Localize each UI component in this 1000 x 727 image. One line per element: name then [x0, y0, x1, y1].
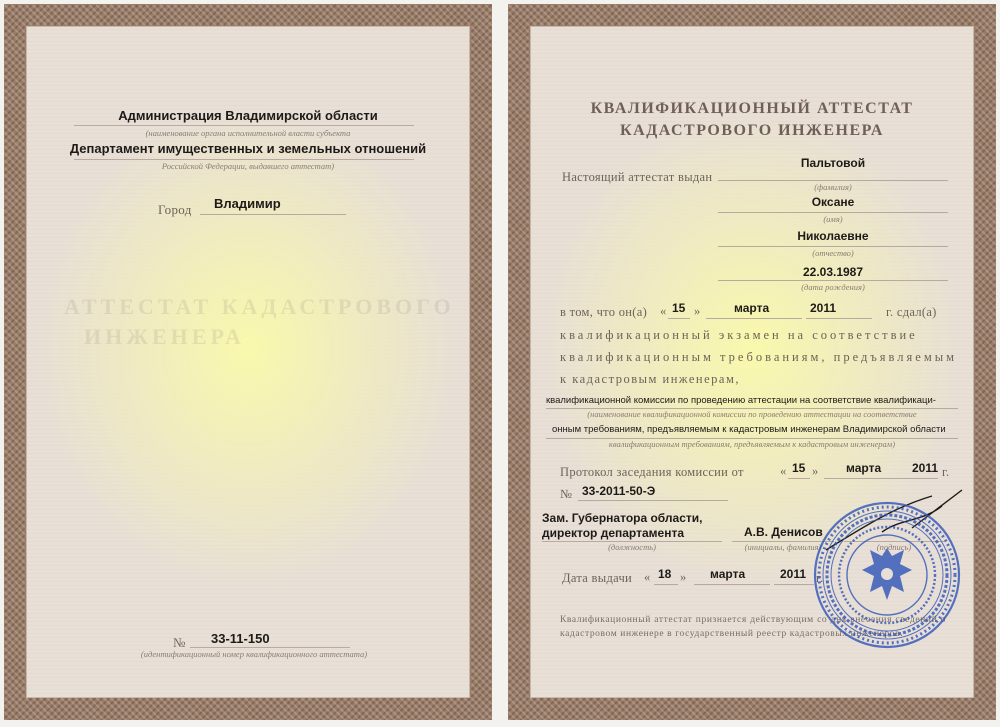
- exam-prefix: в том, что он(а): [560, 305, 648, 319]
- commission-line-2: онным требованиям, предъявляемым к кадастровым инженерам Владимирской области: [552, 424, 946, 435]
- number-sign: №: [173, 635, 186, 650]
- department-name: Департамент имущественных и земельных отношений: [69, 141, 427, 156]
- title-line-1: КВАЛИФИКАЦИОННЫЙ АТТЕСТАТ: [590, 100, 914, 117]
- quote-open: «: [644, 570, 651, 584]
- city-value: Владимир: [214, 196, 281, 211]
- position-caption: (должность): [608, 542, 656, 552]
- state-seal-icon: [812, 500, 962, 650]
- quote-close: »: [694, 304, 701, 318]
- commission-caption-2: квалификационным требованиям, предъявляемым к кадастровым инженерам): [608, 439, 896, 449]
- watermark: АТТЕСТАТ КАДАСТРОВОГО: [64, 294, 455, 319]
- quote-open: «: [780, 464, 787, 478]
- issued-to-label: Настоящий аттестат выдан: [562, 170, 713, 184]
- number-caption: (идентификационный номер квалификационного аттестата): [140, 649, 368, 659]
- surname-caption: (фамилия): [814, 182, 852, 192]
- signatory-caption: (инициалы, фамилия): [744, 542, 822, 552]
- issue-date-label: Дата выдачи: [562, 571, 633, 585]
- position-line-1: Зам. Губернатора области,: [542, 511, 703, 525]
- protocol-day: 15: [792, 461, 806, 475]
- issue-year: 2011: [780, 567, 807, 581]
- signatory-name: А.В. Денисов: [744, 525, 823, 539]
- surname: Пальтовой: [800, 156, 866, 170]
- quote-close: »: [680, 570, 687, 584]
- issue-month: марта: [710, 567, 746, 581]
- issue-day: 18: [658, 567, 672, 581]
- birth-date: 22.03.1987: [802, 265, 864, 279]
- first-name-caption: (имя): [823, 214, 843, 224]
- signature-caption: (подпись): [876, 542, 912, 552]
- exam-year: 2011: [810, 301, 837, 315]
- protocol-month: марта: [846, 461, 882, 475]
- exam-line-4: к кадастровым инженерам,: [560, 372, 741, 386]
- issuer-name: Администрация Владимирской области: [118, 108, 378, 123]
- exam-line-3: квалификационным требованиям, предъявляемым: [560, 350, 958, 364]
- issuer-caption: (наименование органа исполнительной власти субъекта: [145, 128, 351, 138]
- exam-year-suffix: г. сдал(а): [886, 305, 937, 319]
- protocol-label: Протокол заседания комиссии от: [560, 465, 744, 479]
- protocol-number-sign: №: [560, 487, 573, 501]
- first-name: Оксане: [811, 195, 855, 209]
- commission-line-1: квалификационной комиссии по проведению аттестации на соответствие квалификаци-: [546, 395, 936, 406]
- exam-line-2: квалификационный экзамен на соответствие: [560, 328, 918, 342]
- exam-day: 15: [672, 301, 686, 315]
- birth-date-caption: (дата рождения): [801, 282, 865, 292]
- patronymic: Николаевне: [797, 229, 869, 243]
- quote-close: »: [812, 464, 819, 478]
- watermark: ИНЖЕНЕРА: [84, 324, 245, 349]
- left-page: [4, 4, 492, 720]
- footer-note: Квалификационный аттестат признается действующим со дня внесения сведений о кадастровом инженере в государственный реестр кадастровых инженеров.: [560, 615, 946, 639]
- city-label: Город: [158, 202, 192, 217]
- title-line-2: КАДАСТРОВОГО ИНЖЕНЕРА: [620, 122, 884, 139]
- certificate-number: 33-11-150: [211, 631, 270, 646]
- protocol-year-suffix: г.: [942, 465, 950, 479]
- protocol-number: 33-2011-50-Э: [582, 484, 656, 498]
- exam-month: марта: [734, 301, 770, 315]
- patronymic-caption: (отчество): [812, 248, 854, 258]
- protocol-year: 2011: [912, 461, 939, 475]
- department-caption: Российской Федерации, выдавшего аттестат): [161, 161, 335, 171]
- position-line-2: директор департамента: [542, 526, 685, 540]
- issue-year-suffix: г.: [816, 571, 824, 585]
- quote-open: «: [660, 304, 667, 318]
- commission-caption-1: (наименование квалификационной комиссии по проведению аттестации на соответствие: [587, 409, 917, 419]
- left-page-field: [26, 26, 470, 698]
